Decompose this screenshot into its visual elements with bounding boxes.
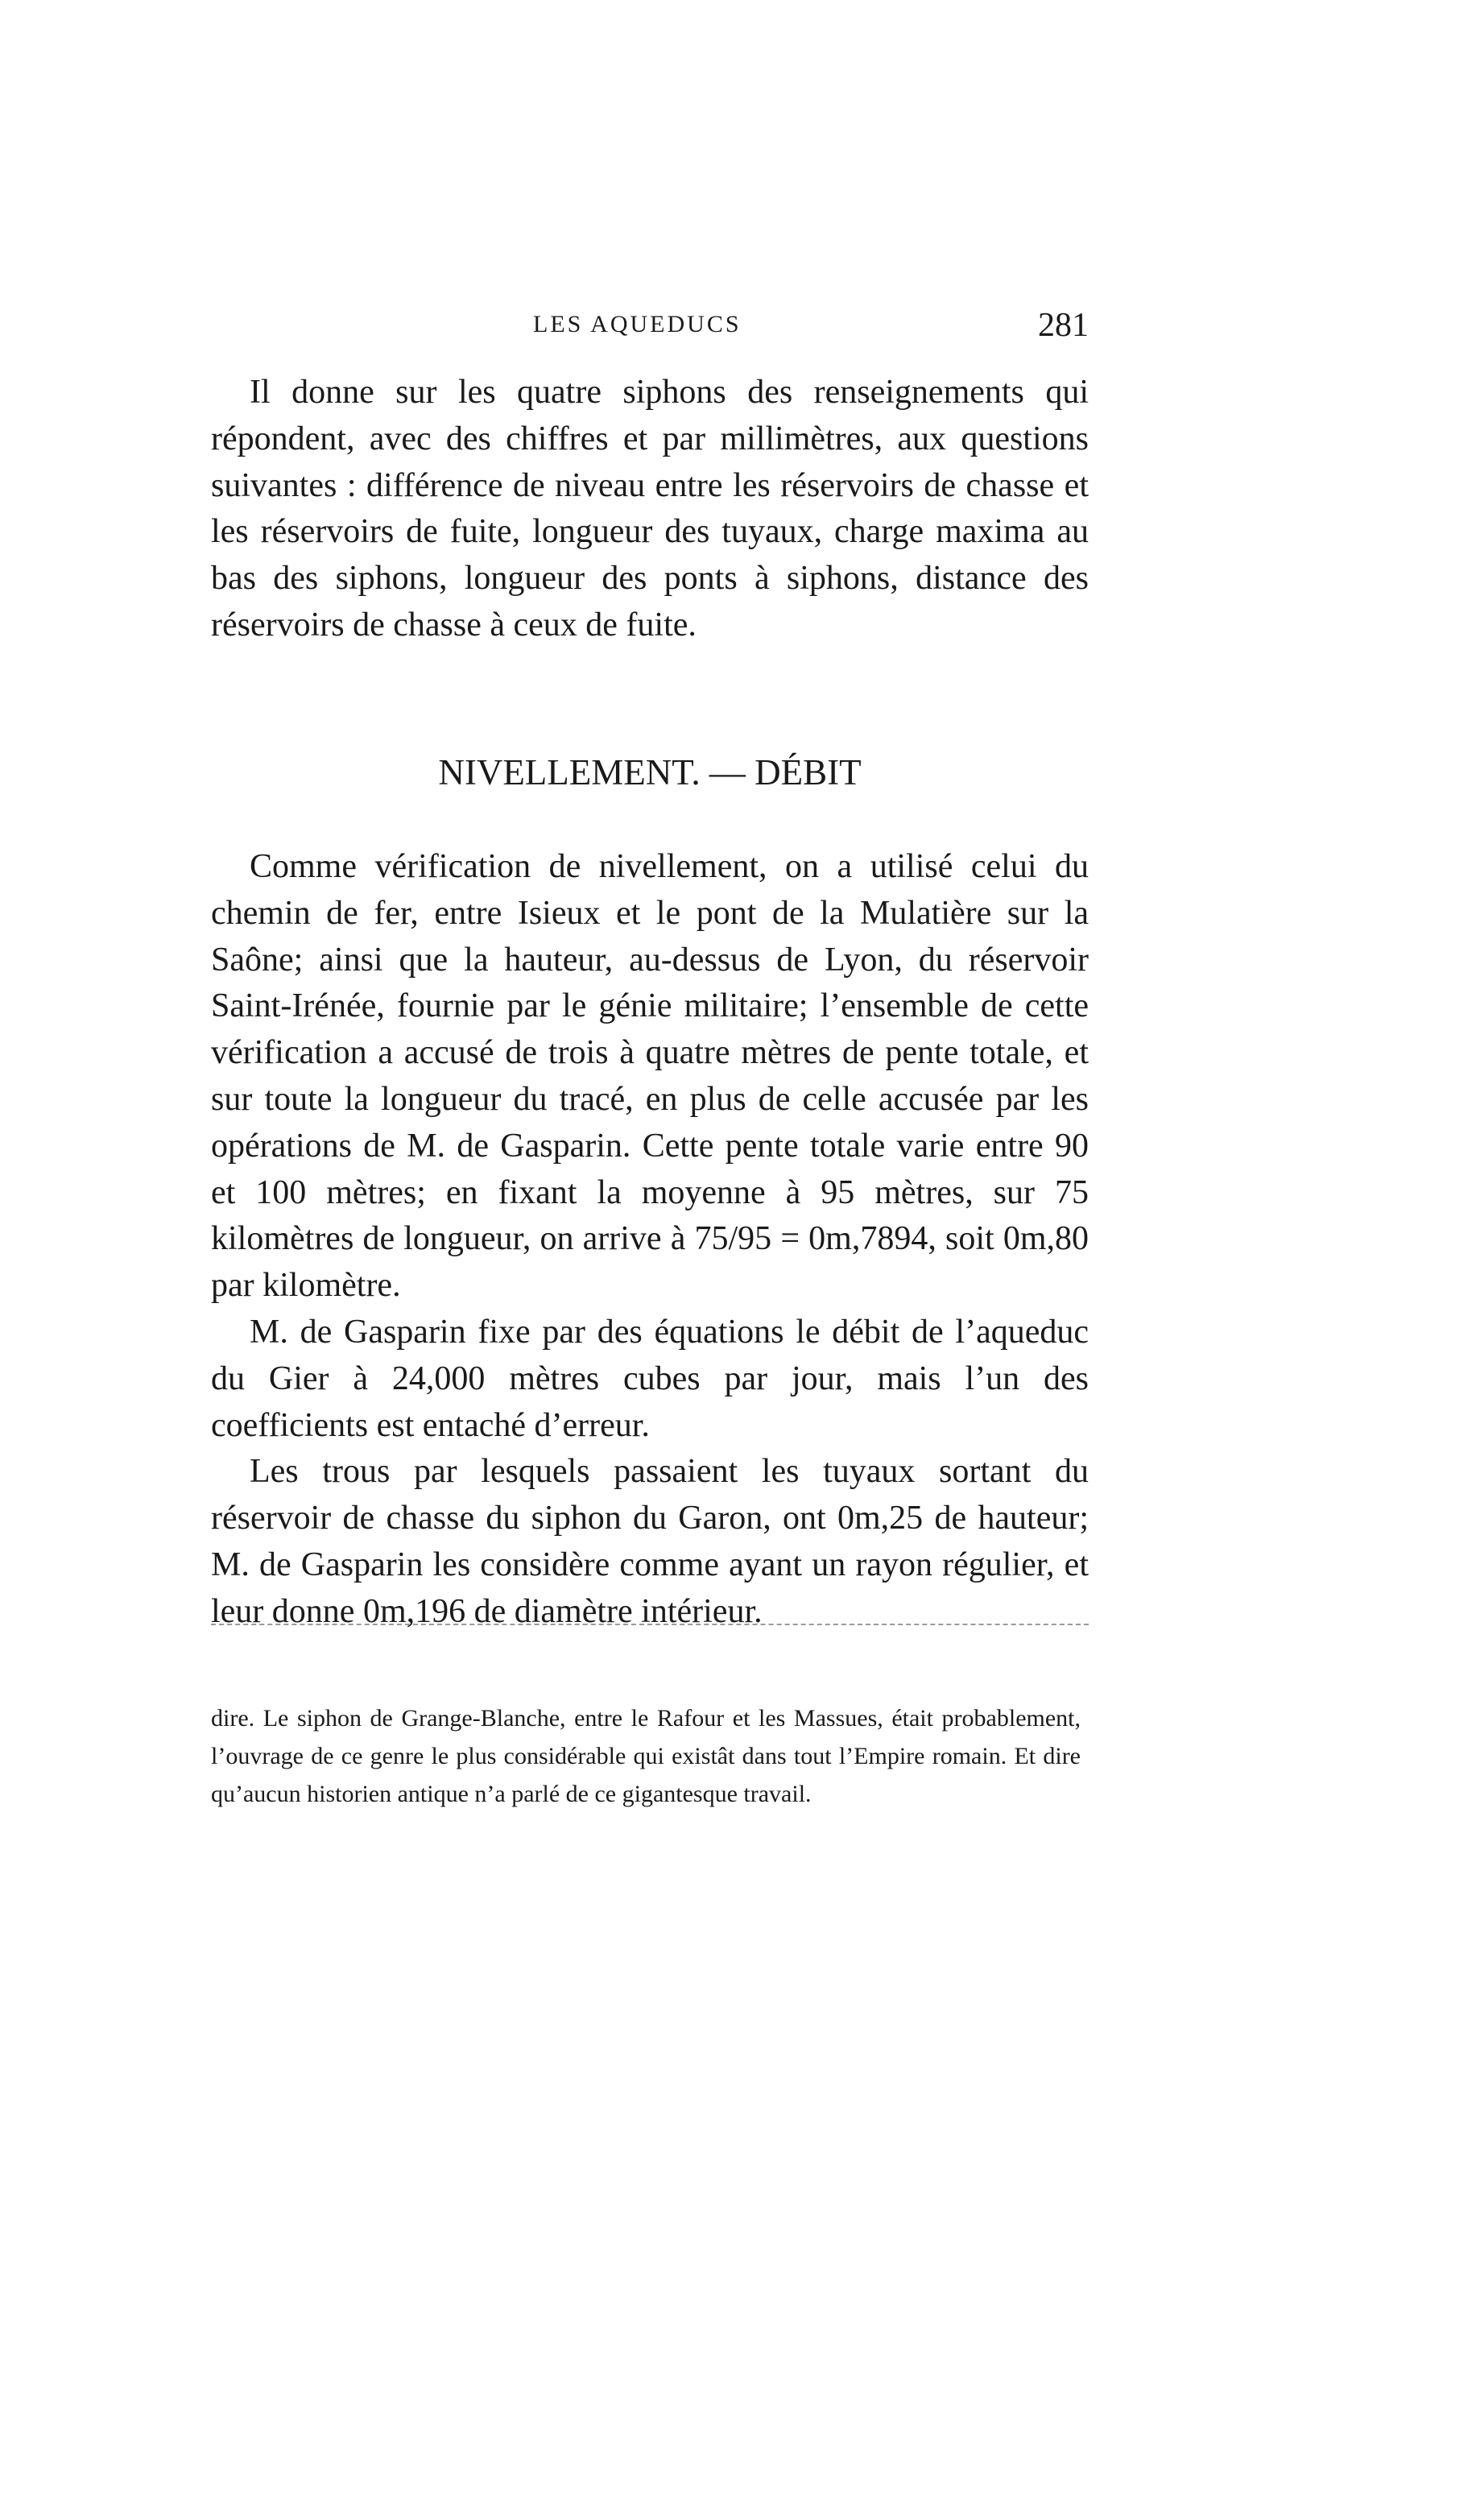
footnote-text: dire. Le siphon de Grange-Blanche, entre le Rafour et les Massues, était probablement, l’ouvrage de ce genre le plus considérable qui existât dans tout l’Empire romain. Et dire qu’aucun historien antique n’a parlé de ce gigantesque travail. <box>211 1705 1081 1807</box>
body-paragraph-2: M. de Gasparin fixe par des équations le débit de l’aqueduc du Gier à 24,000 mètres cubes par jour, mais l’un des coefficients est entaché d’erreur. <box>211 1313 1089 1444</box>
page-header <box>211 306 1089 354</box>
body-paragraph-1: Comme vérification de nivellement, on a utilisé celui du chemin de fer, entre Isieux et le pont de la Mulatière sur la Saône; ainsi que la hauteur, au-dessus de Lyon, du réservoir Saint-Irénée, fournie par le génie militaire; l’ensemble de cette vérification a accusé de trois à quatre mètres de pente totale, et sur toute la longueur du tracé, en plus de celle accusée par les opérations de M. de Gasparin. Cette pente totale varie entre 90 et 100 mètres; en fixant la moyenne à 95 mètres, sur 75 kilomètres de longueur, on arrive à 75/95 = 0m,7894, soit 0m,80 par kilomètre. <box>211 848 1089 1305</box>
footnote-separator <box>211 1624 1089 1625</box>
section-body <box>211 844 1089 1636</box>
page-number: 281 <box>1038 307 1089 344</box>
section-title: NIVELLEMENT. — DÉBIT <box>438 752 862 792</box>
intro-text <box>211 370 1089 649</box>
intro-paragraph: Il donne sur les quatre siphons des renseignements qui répondent, avec des chiffres et par millimètres, aux questions suivantes : différence de niveau entre les réservoirs de chasse et les réservoirs de fuite, longueur des tuyaux, charge maxima au bas des siphons, longueur des ponts à siphons, distance des réservoirs de chasse à ceux de fuite. <box>211 374 1089 643</box>
footnote <box>211 1699 1081 1813</box>
running-head: LES AQUEDUCS <box>533 311 742 337</box>
body-paragraph-3: Les trous par lesquels passaient les tuyaux sortant du réservoir de chasse du siphon du Garon, ont 0m,25 de hauteur; M. de Gasparin les considère comme ayant un rayon régulier, et leur donne 0m,196 de diamètre intérieur. <box>211 1453 1089 1630</box>
